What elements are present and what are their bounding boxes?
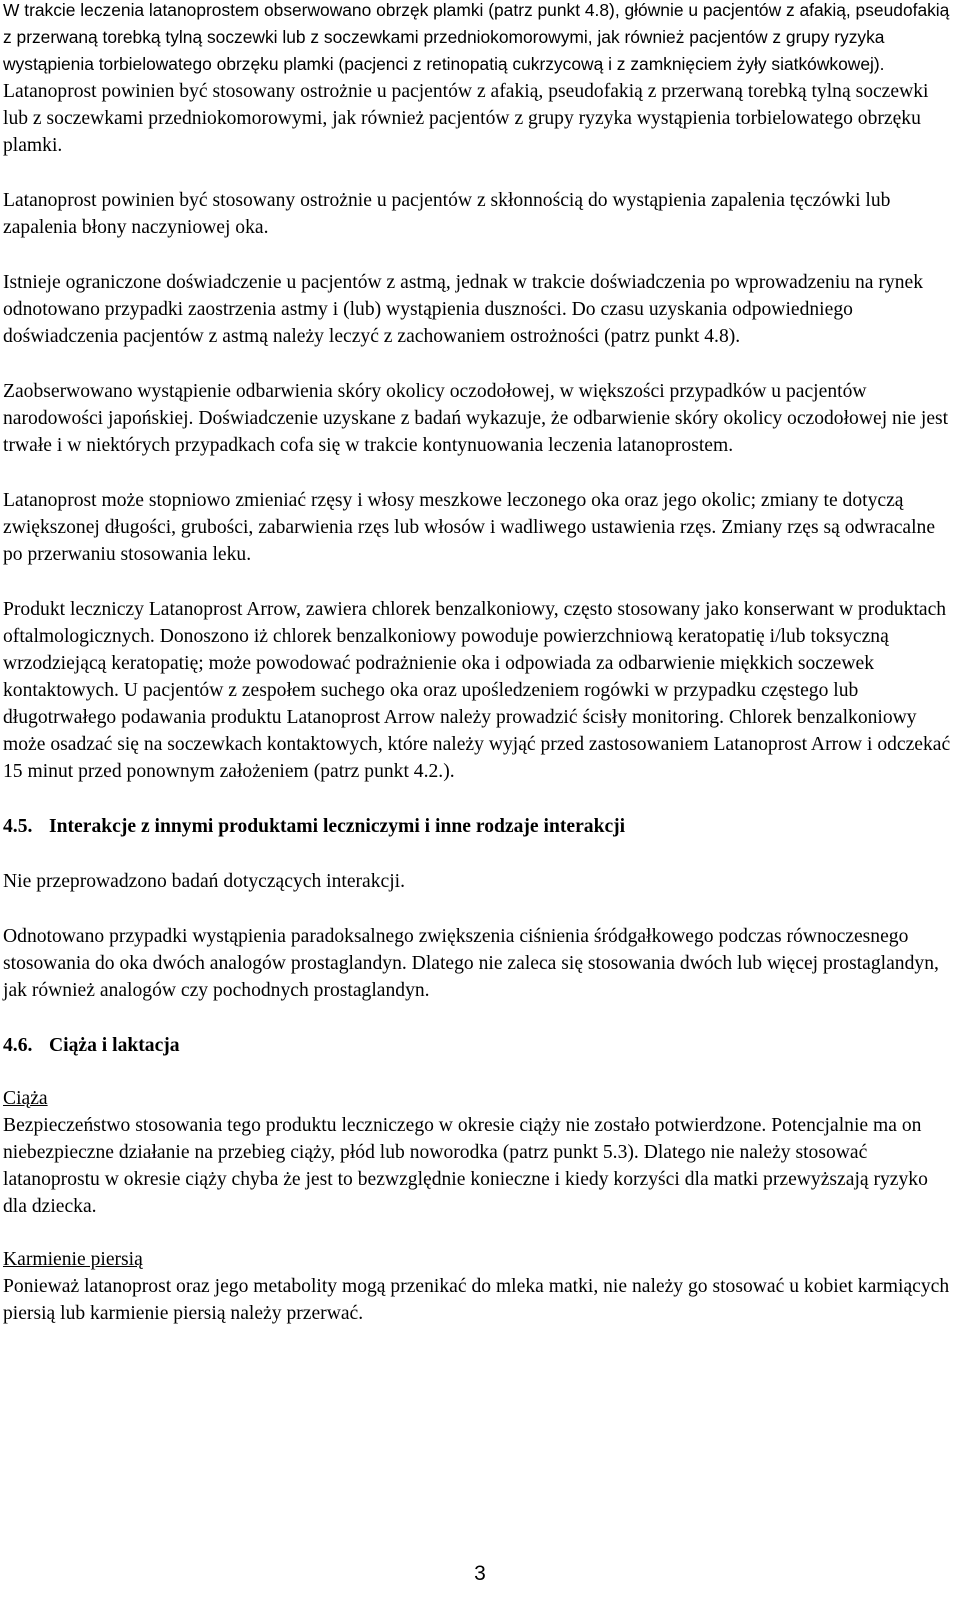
page-number: 3 — [474, 1562, 486, 1585]
paragraph-macular-edema-part1: W trakcie leczenia latanoprostem obserwowano obrzęk plamki (patrz punkt 4.8), głównie u pacjentów z afakią, pseudofakią z przerwaną torebką tylną soczewki lub z soczewkami przedniokomorowymi, jak również pacjentów z grupy ryzyka wystąpienia torbielowatego obrzęku plamki (pacjenci z retinopatią cukrzycową i z zamknięciem żyły siatkówkowej). — [3, 0, 950, 74]
section-title-4-5: Interakcje z innymi produktami leczniczymi i inne rodzaje interakcji — [49, 816, 626, 837]
paragraph-no-interaction-studies: Nie przeprowadzono badań dotyczących interakcji. — [3, 871, 406, 892]
subheading-breastfeeding: Karmienie piersią — [3, 1249, 143, 1270]
paragraph-iritis: Latanoprost powinien być stosowany ostrożnie u pacjentów z skłonnością do wystąpienia zapalenia tęczówki lub zapalenia błony naczyniowej oka. — [3, 190, 891, 238]
paragraph-benzalkonium: Produkt leczniczy Latanoprost Arrow, zawiera chlorek benzalkoniowy, często stosowany jako konserwant w produktach oftalmologicznych. Donoszono iż chlorek benzalkoniowy powoduje powierzchniową keratopatię i/lub toksyczną wrzodziejącą keratopatię; może powodować podrażnienie oka i odpowiada za odbarwienie miękkich soczewek kontaktowych. U pacjentów z zespołem suchego oka oraz upośledzeniem rogówki w przypadku częstego lub długotrwałego podawania produktu Latanoprost Arrow należy prowadzić ścisły monitoring. Chlorek benzalkoniowy może osadzać się na soczewkach kontaktowych, które należy wyjąć przed zastosowaniem Latanoprost Arrow i odczekać 15 minut przed ponownym założeniem (patrz punkt 4.2.). — [3, 599, 951, 782]
paragraph-skin-discoloration: Zaobserwowano wystąpienie odbarwienia skóry okolicy oczodołowej, w większości przypadków u pacjentów narodowości japońskiej. Doświadczenie uzyskane z badań wykazuje, że odbarwienie skóry okolicy oczodołowej nie jest trwałe i w niektórych przypadkach cofa się w trakcie kontynuowania leczenia latanoprostem. — [3, 381, 949, 456]
paragraph-asthma: Istnieje ograniczone doświadczenie u pacjentów z astmą, jednak w trakcie doświadczenia po wprowadzeniu na rynek odnotowano przypadki zaostrzenia astmy i (lub) wystąpienia duszności. Do czasu uzyskania odpowiedniego doświadczenia pacjentów z astmą należy leczyć z zachowaniem ostrożności (patrz punkt 4.8). — [3, 272, 923, 347]
paragraph-eyelashes: Latanoprost może stopniowo zmieniać rzęsy i włosy meszkowe leczonego oka oraz jego okolic; zmiany te dotyczą zwiększonej długości, grubości, zabarwienia rzęs lub włosów i wadliwego ustawienia rzęs. Zmiany rzęs są odwracalne po przerwaniu stosowania leku. — [3, 490, 936, 565]
paragraph-pregnancy: Bezpieczeństwo stosowania tego produktu leczniczego w okresie ciąży nie zostało potwierdzone. Potencjalnie ma on niebezpieczne działanie na przebieg ciąży, płód lub noworodka (patrz punkt 5.3). Dlatego nie należy stosować latanoprostu w okresie ciąży chyba że jest to bezwzględnie konieczne i kiedy korzyści dla matki przewyższają ryzyko dla dziecka. — [3, 1115, 928, 1217]
paragraph-breastfeeding: Ponieważ latanoprost oraz jego metabolity mogą przenikać do mleka matki, nie należy go stosować u kobiet karmiących piersią lub karmienie piersią należy przerwać. — [3, 1276, 950, 1324]
paragraph-macular-edema-part2: Latanoprost powinien być stosowany ostrożnie u pacjentów z afakią, pseudofakią z przerwaną torebką tylną soczewki lub z soczewkami przedniokomorowymi, jak również pacjentów z grupy ryzyka wystąpienia torbielowatego obrzęku plamki. — [3, 81, 929, 156]
section-heading-4-5 — [3, 813, 952, 840]
subheading-pregnancy: Ciąża — [3, 1088, 48, 1109]
section-number-4-5: 4.5. — [3, 816, 33, 837]
section-title-4-6: Ciąża i laktacja — [49, 1035, 180, 1056]
section-number-4-6: 4.6. — [3, 1035, 33, 1056]
section-heading-4-6 — [3, 1032, 952, 1059]
paragraph-macular-edema — [3, 0, 952, 159]
paragraph-prostaglandins: Odnotowano przypadki wystąpienia paradoksalnego zwiększenia ciśnienia śródgałkowego podczas równoczesnego stosowania do oka dwóch analogów prostaglandyn. Dlatego nie zaleca się stosowania dwóch lub więcej prostaglandyn, jak również analogów czy pochodnych prostaglandyn. — [3, 926, 939, 1001]
